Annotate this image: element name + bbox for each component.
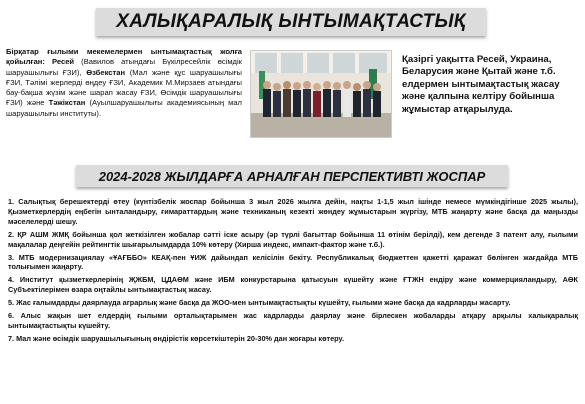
page-title: ХАЛЫҚАРАЛЫҚ ЫНТЫМАҚТАСТЫҚ (116, 11, 466, 32)
current-cooperation-text: Қазіргі уақытта Ресей, Украина, Беларусия және Қытай және т.б. елдермен ынтымақтастық жасау және қалпына келтіру бойынша жұмыстар атқарылуда. (402, 54, 560, 115)
plan-item-7: 7. Мал және өсімдік шаруашылығының өндірістік көрсеткіштерін 20-30% дан жоғары көтеру. (8, 333, 344, 343)
plan-item-4: 4. Институт қызметкерлерінің ҖЖБМ, ЦДАӨМ және ИБМ конкурстарына қатысуын күшейту және ҒТЖН ендіру және коммерцияландыру, АӨК Субъектілерімен өзара оңтайлы ынтымақтастық жасау. (8, 275, 578, 295)
tajikistan-detail: (Ауылшаруашылығы академиясының мал шаруашылығы институты). (6, 98, 242, 118)
cooperation-lead: Бірқатар ғылыми мекемелермен ынтымақтастық жолға қойылған: (6, 47, 242, 67)
uzbekistan-detail: (Мал және құс шаруашылығы ҒЗИ, Тәлімі жерлерді өңдеу ҒЗИ, Академик М.Мирзаев атындағы бау-бақша жүзім және шарап жасау ҒЗИ, Өсімдік шаруашылығы ҒЗИ) және (6, 67, 242, 108)
plan-item-3: 3. МТБ модернизациялау «ҰАҒББО» КЕАҚ-пен ҰИЖ дайындап келісілін бекіту. Республикалық бюджеттен қажетті қаражат бөлінген жағдайда МТБ толығымен жаңарту. (8, 252, 578, 272)
plan-item-1: 1. Салықтық берешектерді өтеу (күнтізбелік жоспар бойынша 3 жыл 2026 жылға дейін, нақты 1-1,5 жыл ішінде немесе мүмкіндігінше 2025 жылы), Қызметкерлердің еңбегін ынталандыру, ғимараттардың және техниканың кезекті жөндеу жұмыстарын жүргізу, МТБ жаңарту және басқа да маңызды мәселелерді шешу. (8, 197, 578, 226)
country-uzbekistan: Өзбекстан (86, 67, 126, 77)
title-banner (96, 8, 486, 36)
plan-list (8, 197, 578, 347)
country-tajikistan: Тәжікстан (48, 98, 86, 108)
group-photo (250, 50, 392, 138)
plan-item-2: 2. ҚР АШМ ЖМҚ бойынша қол жеткізілген жобалар сәтті іске асыру (әр түрлі бағыттар бойынша 11 өтінім берілді), кем дегенде 3 патент алу, ғылыми мақалалар деңгейін рейтингтік шығарылымдарда 10% көтеру (Хирша индекс, импакт-фактор және т.б.). (8, 229, 578, 249)
cooperation-text (6, 47, 242, 119)
russia-detail: (Вавилов атындағы Бүкілресейлік өсімдік шаруашылығы ҒЗИ), (6, 57, 242, 77)
plan-title: 2024-2028 ЖЫЛДАРҒА АРНАЛҒАН ПЕРСПЕКТИВТІ ЖОСПАР (98, 168, 486, 184)
group-photo-illustration (251, 51, 391, 137)
plan-banner (76, 165, 508, 187)
plan-item-6: 6. Алыс жақын шет елдердің ғылыми орталықтарымен жас кадрларды даярлау және бірлескен жобаларды атқару арқылы халықаралық ынтымақтастықты күшейту. (8, 311, 578, 330)
country-russia: Ресей (51, 57, 75, 67)
plan-item-5: 5. Жас ғалымдарды даярлауда аграрлық және басқа да ЖОО-мен ынтымақтастықты күшейту, ғылыми және басқа да кадрларды жасарту. (8, 298, 511, 308)
